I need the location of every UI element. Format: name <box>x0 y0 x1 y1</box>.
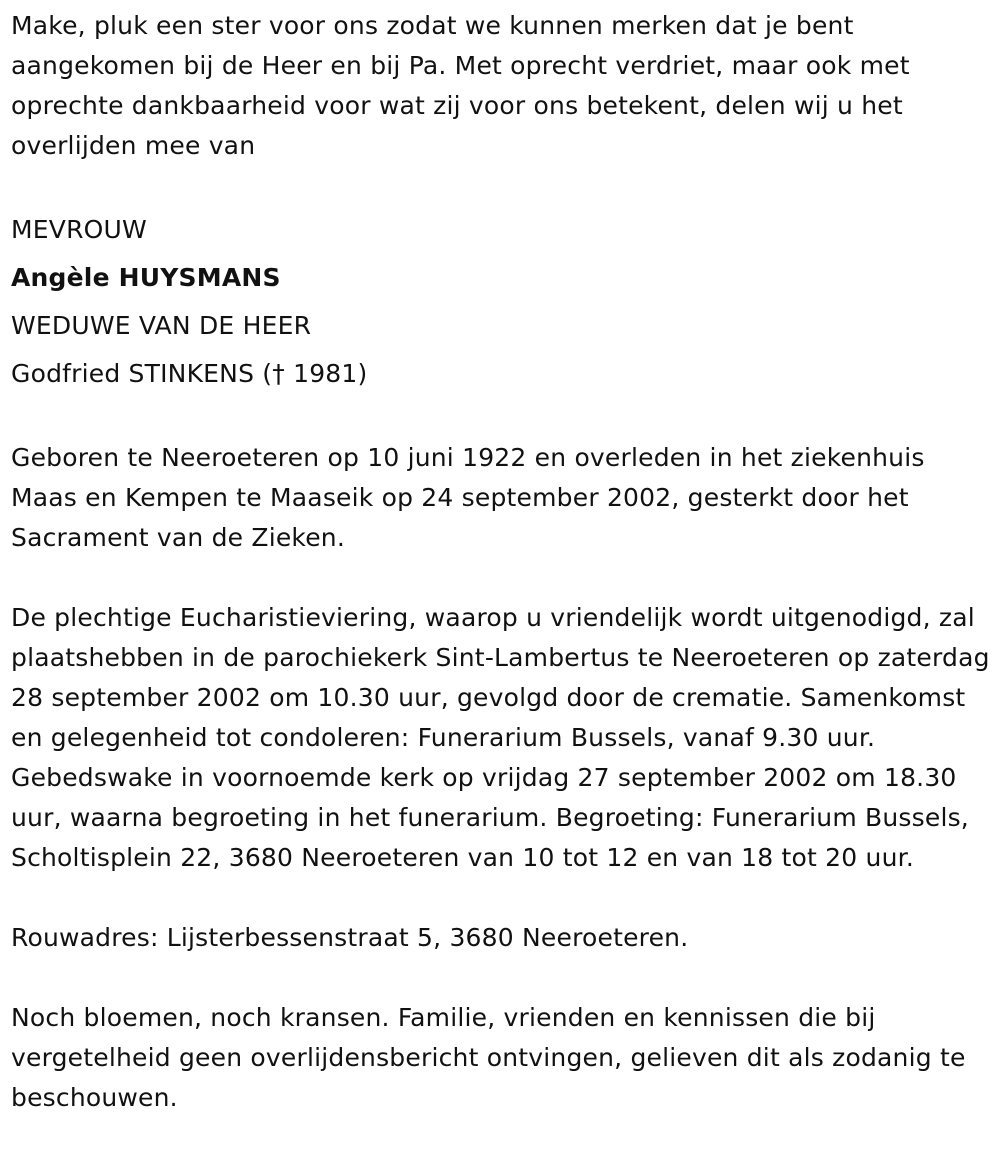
deceased-relation: WEDUWE VAN DE HEER <box>11 311 312 340</box>
obituary-notice <box>11 6 996 1118</box>
birth-death-paragraph: Geboren te Neeroeteren op 10 juni 1922 en overleden in het ziekenhuis Maas en Kempen te Maaseik op 24 september 2002, gesterkt door het Sacrament van de Zieken. <box>11 443 925 552</box>
spacer <box>11 958 996 998</box>
closing-paragraph: Noch bloemen, noch kransen. Familie, vrienden en kennissen die bij vergetelheid geen overlijdensbericht ontvingen, gelieven dit als zodanig te beschouwen. <box>11 1003 966 1112</box>
deceased-title: MEVROUW <box>11 215 147 244</box>
spacer <box>11 878 996 918</box>
spouse-name: Godfried STINKENS ( <box>11 359 273 388</box>
spouse-year: 1981) <box>284 359 368 388</box>
intro-paragraph: Make, pluk een ster voor ons zodat we kunnen merken dat je bent aangekomen bij de Heer en bij Pa. Met oprecht verdriet, maar ook met oprechte dankbaarheid voor wat zij voor ons betekent, delen wij u het overlijden mee van <box>11 11 910 160</box>
spacer <box>11 166 996 206</box>
ceremony-paragraph: De plechtige Eucharistieviering, waarop u vriendelijk wordt uitgenodigd, zal plaatshebben in de parochiekerk Sint-Lambertus te Neeroeteren op zaterdag 28 september 2002 om 10.30 uur, gevolgd door de crematie. Samenkomst en gelegenheid tot condoleren: Funerarium Bussels, vanaf 9.30 uur. Gebedswake in voornoemde kerk op vrijdag 27 september 2002 om 18.30 uur, waarna begroeting in het funerarium. Begroeting: Funerarium Bussels, Scholtisplein 22, 3680 Neeroeteren van 10 tot 12 en van 18 tot 20 uur. <box>11 603 990 872</box>
address-paragraph: Rouwadres: Lijsterbessenstraat 5, 3680 Neeroeteren. <box>11 923 689 952</box>
spouse-line <box>11 350 996 398</box>
cross-icon: † <box>272 359 285 388</box>
spacer <box>11 398 996 438</box>
deceased-name: Angèle HUYSMANS <box>11 263 281 292</box>
spacer <box>11 558 996 598</box>
